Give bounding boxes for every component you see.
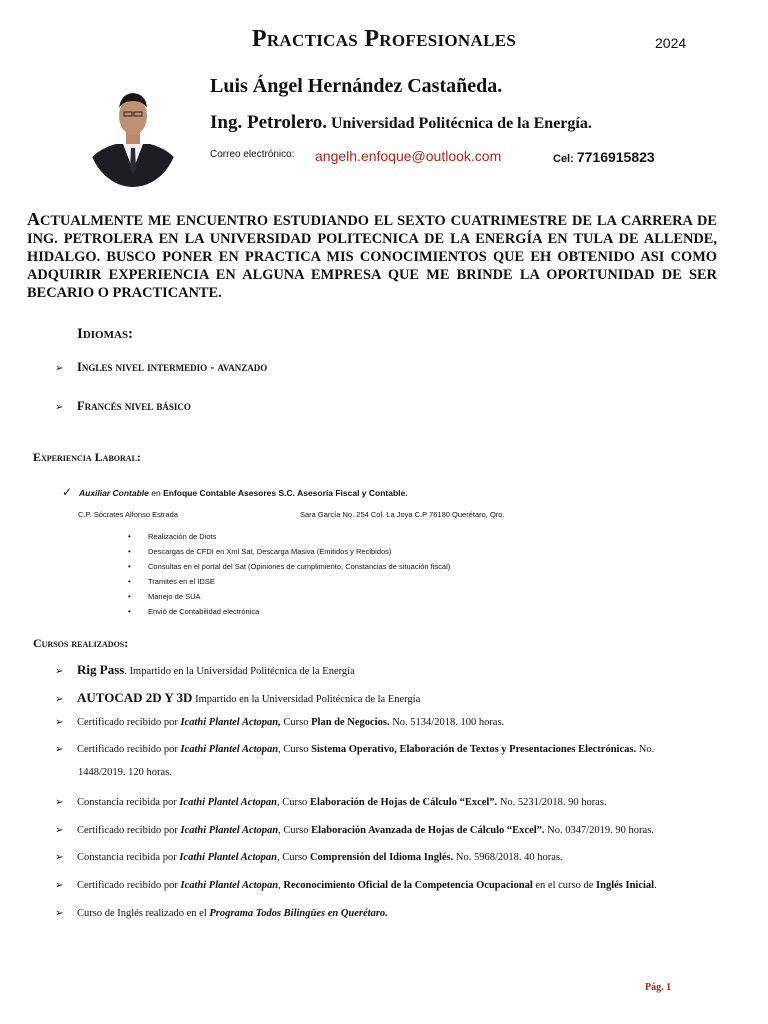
bullet-icon: •: [128, 592, 131, 601]
arrow-bullet-icon: ➢: [55, 694, 64, 705]
arrow-bullet-icon: ➢: [55, 908, 64, 919]
degree-line: [210, 112, 592, 134]
experience-heading: Experiencia Laboral:: [33, 450, 141, 464]
bullet-icon: •: [128, 532, 131, 541]
arrow-bullet-icon: ➢: [55, 825, 64, 836]
course-item: ➢ Curso de Inglés realizado en el Programa Todos Bilingües en Querétaro.: [55, 908, 388, 919]
course-item: ➢ Certificado recibido por Icathi Plantel Actopan, Curso Elaboración Avanzada de Hojas de Cálculo “Excel”. No. 0347/2019. 90 horas.: [55, 825, 654, 836]
profile-photo: [86, 74, 180, 188]
course-item: ➢ Certificado recibido por Icathi Plantel Actopan, Reconocimiento Oficial de la Competencia Ocupacional en el curso de Inglés Inicial.: [55, 880, 657, 891]
job-role: Auxiliar Contable: [79, 488, 149, 498]
phone-label: Cel:: [553, 153, 574, 165]
document-year: 2024: [655, 35, 687, 51]
check-icon: ✓: [62, 485, 73, 499]
task-item: • Realización de Diots: [128, 532, 217, 541]
task-item: • Descargas de CFDI en Xml Sat, Descarga Masiva (Emitidos y Recibidos): [128, 547, 392, 556]
task-item: • Manejo de SUA: [128, 592, 201, 601]
task-item: • Tramites en el IDSE: [128, 577, 215, 586]
job-entry: ✓ Auxiliar Contable en Enfoque Contable Asesores S.C. Asesoría Fiscal y Contable.: [62, 485, 408, 499]
language-item: ➢ Francés nivel básico: [55, 399, 191, 413]
arrow-bullet-icon: ➢: [55, 744, 64, 755]
objective-paragraph: ACTUALMENTE ME ENCUENTRO ESTUDIANDO EL SEXTO CUATRIMESTRE DE LA CARRERA DE ING. PETROLERA EN LA UNIVERSIDAD POLITECNICA DE LA ENERGÍA EN TULA DE ALLENDE, HIDALGO. BUSCO PONER EN PRACTICA MIS CONOCIMIENTOS QUE EH OBTENIDO ASI COMO ADQUIRIR EXPERIENCIA EN ALGUNA EMPRESA QUE ME BRINDE LA OPORTUNIDAD DE SER BECARIO O PRACTICANTE.: [27, 209, 717, 301]
course-item: ➢ AUTOCAD 2D Y 3D Impartido en la Universidad Politécnica de la Energía: [55, 690, 421, 705]
task-list: [128, 531, 450, 621]
task-item: • Consultas en el portal del Sat (Opiniones de cumplimiento, Constancias de situación fiscal): [128, 562, 451, 571]
arrow-bullet-icon: ➢: [55, 402, 64, 413]
languages-heading: Idiomas:: [77, 326, 134, 342]
email-label: Correo electrónico:: [210, 149, 295, 160]
degree: Ing. Petrolero.: [210, 112, 327, 133]
candidate-name: Luis Ángel Hernández Castañeda.: [210, 75, 503, 97]
job-supervisor: C.P. Sócrates Alfonso Estrada: [78, 510, 178, 519]
courses-heading: Cursos realizados:: [33, 636, 129, 650]
bullet-icon: •: [128, 577, 131, 586]
arrow-bullet-icon: ➢: [55, 666, 64, 677]
course-item: ➢ Constancia recibida por Icathi Plantel Actopan, Curso Elaboración de Hojas de Cálculo “Excel”. No. 5231/2018. 90 horas.: [55, 797, 607, 808]
bullet-icon: •: [128, 562, 131, 571]
bullet-icon: •: [128, 607, 131, 616]
university: Universidad Politécnica de la Energía.: [330, 115, 592, 132]
course-item: ➢ Certificado recibido por Icathi Plantel Actopan, Curso Plan de Negocios. No. 5134/2018. 100 horas.: [55, 717, 505, 728]
arrow-bullet-icon: ➢: [55, 852, 64, 863]
document-title: Practicas Profesionales: [251, 26, 517, 52]
email-link[interactable]: angelh.enfoque@outlook.com: [315, 148, 502, 164]
course-item: ➢ Constancia recibida por Icathi Plantel Actopan, Curso Comprensión del Idioma Inglés. No. 5968/2018. 40 horas.: [55, 852, 563, 863]
phone: [553, 149, 655, 165]
bullet-icon: •: [128, 547, 131, 556]
course-item: ➢ Certificado recibido por Icathi Plantel Actopan, Curso Sistema Operativo, Elaboración de Textos y Presentaciones Electrónicas. No. 1448/2019. 120 horas.: [55, 744, 655, 778]
course-item: ➢ Rig Pass. Impartido en la Universidad Politécnica de la Energía: [55, 662, 355, 677]
job-address: Sara García No. 254 Col. La Joya C.P 76180 Querétaro, Qro.: [300, 510, 505, 519]
arrow-bullet-icon: ➢: [55, 717, 64, 728]
phone-number: 7716915823: [576, 149, 655, 165]
job-company: Enfoque Contable Asesores S.C. Asesoría Fiscal y Contable.: [163, 488, 408, 498]
page-number: Pág. 1: [645, 982, 672, 993]
arrow-bullet-icon: ➢: [55, 880, 64, 891]
arrow-bullet-icon: ➢: [55, 363, 64, 374]
language-item: ➢ Ingles nivel intermedio - avanzado: [55, 360, 268, 374]
task-item: • Envió de Contabilidad electrónica: [128, 607, 260, 616]
arrow-bullet-icon: ➢: [55, 797, 64, 808]
